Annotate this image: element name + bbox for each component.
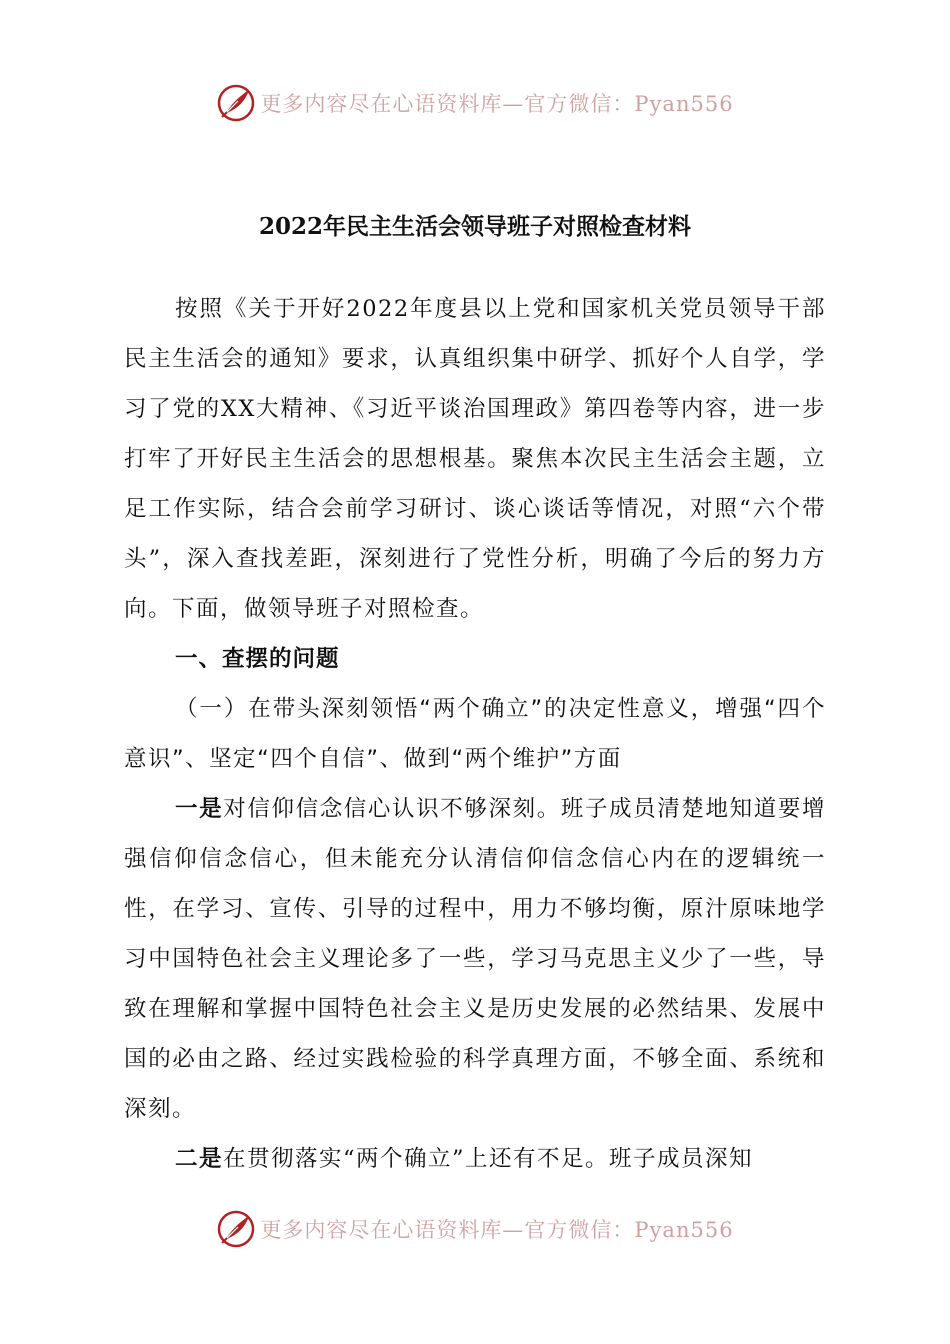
point-paragraph	[124, 784, 826, 1134]
point-text: 在贯彻落实“两个确立”上还有不足。班子成员深知	[223, 1146, 754, 1172]
point-lead: 一是	[175, 796, 224, 822]
section-heading: 一、查摆的问题	[175, 646, 340, 672]
quill-logo-icon	[216, 83, 256, 123]
watermark-text: 更多内容尽在心语资料库—官方微信：Pyan556	[260, 92, 734, 116]
quill-logo-icon	[216, 1209, 256, 1249]
intro-paragraph: 按照《关于开好2022年度县以上党和国家机关党员领导干部民主生活会的通知》要求，认真组织集中研学、抓好个人自学，学习了党的XX大精神、《习近平谈治国理政》第四卷等内容，进一步打牢了开好民主生活会的思想根基。聚焦本次民主生活会主题，立足工作实际，结合会前学习研讨、谈心谈话等情况，对照“六个带头”，深入查找差距，深刻进行了党性分析，明确了今后的努力方向。下面，做领导班子对照检查。	[124, 296, 826, 622]
watermark-header	[0, 78, 950, 128]
watermark-footer	[0, 1204, 950, 1254]
watermark-text: 更多内容尽在心语资料库—官方微信：Pyan556	[260, 1218, 734, 1242]
subsection-heading: （一）在带头深刻领悟“两个确立”的决定性意义，增强“四个意识”、坚定“四个自信”、做到“两个维护”方面	[124, 696, 826, 772]
point-lead: 二是	[175, 1146, 224, 1172]
document-body	[124, 284, 826, 1184]
point-text: 对信仰信念信心认识不够深刻。班子成员清楚地知道要增强信仰信念信心，但未能充分认清信仰信念信心内在的逻辑统一性，在学习、宣传、引导的过程中，用力不够均衡，原汁原味地学习中国特色社会主义理论多了一些，学习马克思主义少了一些，导致在理解和掌握中国特色社会主义是历史发展的必然结果、发展中国的必由之路、经过实践检验的科学真理方面，不够全面、系统和深刻。	[124, 796, 826, 1122]
point-paragraph	[124, 1134, 826, 1184]
document-title: 2022年民主生活会领导班子对照检查材料	[258, 213, 691, 240]
